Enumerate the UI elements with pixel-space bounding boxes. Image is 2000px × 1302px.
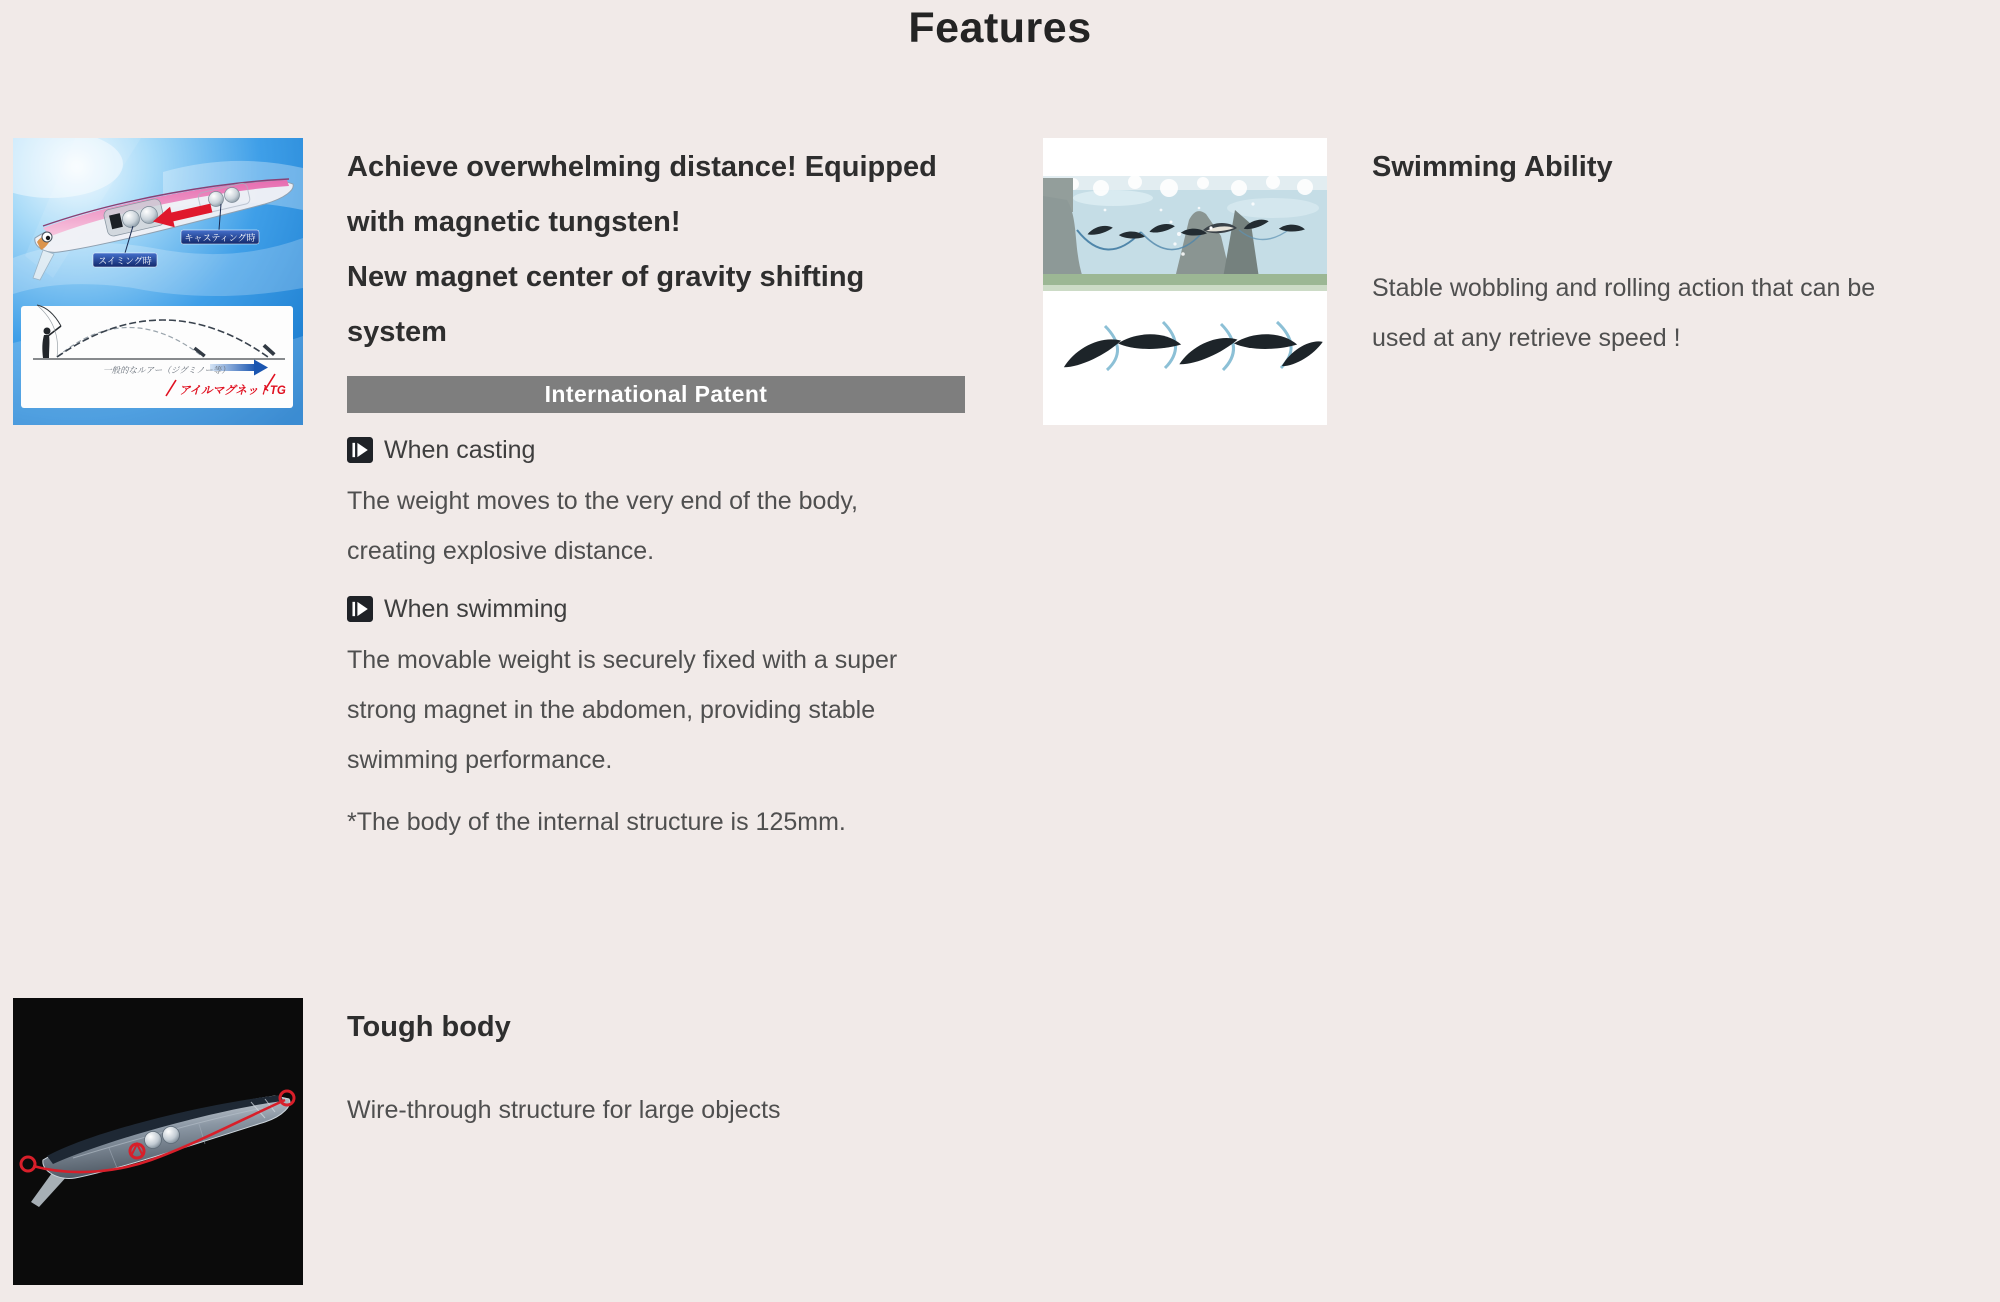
weight-ball: [123, 211, 140, 228]
body-line: creating explosive distance.: [347, 537, 655, 565]
body-line: strong magnet in the abdomen, providing stable: [347, 696, 876, 724]
tough-body-heading: Tough body: [347, 1011, 511, 1043]
magnet-system-name-label: アイルマグネットTG: [179, 385, 286, 397]
swim-position-label: スイミング時: [98, 256, 152, 266]
weight-ball: [225, 188, 240, 203]
when-swimming-label: When swimming: [384, 594, 568, 623]
tough-feature-text: [347, 1000, 987, 1135]
magnet-system-illustration: [13, 138, 303, 425]
body-line: Stable wobbling and rolling action that can be: [1372, 274, 1876, 302]
tough-body-text: Wire-through structure for large objects: [347, 1096, 781, 1124]
magnet-heading-line: New magnet center of gravity shifting: [347, 261, 865, 293]
magnet-heading-line: system: [347, 316, 447, 348]
body-line: The weight moves to the very end of the body,: [347, 487, 858, 515]
weight-ball: [145, 1132, 162, 1149]
body-line: used at any retrieve speed !: [1372, 324, 1681, 352]
casting-distance-diagram: [21, 305, 293, 408]
page-title: Features: [908, 4, 1092, 52]
when-swimming-body: [347, 635, 987, 785]
tough-body-image: [13, 998, 303, 1285]
play-icon: [347, 437, 373, 463]
magnet-system-image: [13, 138, 303, 425]
cast-position-label: キャスティング時: [184, 233, 256, 243]
international-patent-banner: [347, 376, 965, 413]
internal-structure-note: *The body of the internal structure is 125mm.: [347, 808, 846, 836]
magnet-feature-text: [347, 140, 987, 847]
banner-label: International Patent: [544, 381, 768, 407]
swimming-ability-illustration: [1043, 138, 1327, 425]
when-swimming-row: [347, 593, 987, 625]
magnet-heading-line: Achieve overwhelming distance! Equipped: [347, 151, 937, 183]
weight-ball: [163, 1127, 180, 1144]
swimming-ability-image: [1043, 138, 1327, 425]
swimming-feature-text: [1372, 140, 2000, 363]
tough-body-illustration: [13, 998, 303, 1285]
when-casting-label: When casting: [384, 435, 536, 464]
swimming-ability-heading: Swimming Ability: [1372, 151, 1613, 183]
when-casting-row: [347, 434, 987, 466]
underwater-scene: [1043, 175, 1327, 291]
seabed-green: [1043, 274, 1327, 285]
ordinary-lure-label: 一般的なルアー（ジグミノー等）: [103, 365, 230, 375]
body-line: swimming performance.: [347, 746, 613, 774]
when-casting-body: [347, 476, 987, 576]
magnet-heading-line: with magnetic tungsten!: [347, 206, 681, 238]
play-icon: [347, 596, 373, 622]
swimming-ability-body: [1372, 263, 2000, 363]
body-line: The movable weight is securely fixed with a super: [347, 646, 898, 674]
